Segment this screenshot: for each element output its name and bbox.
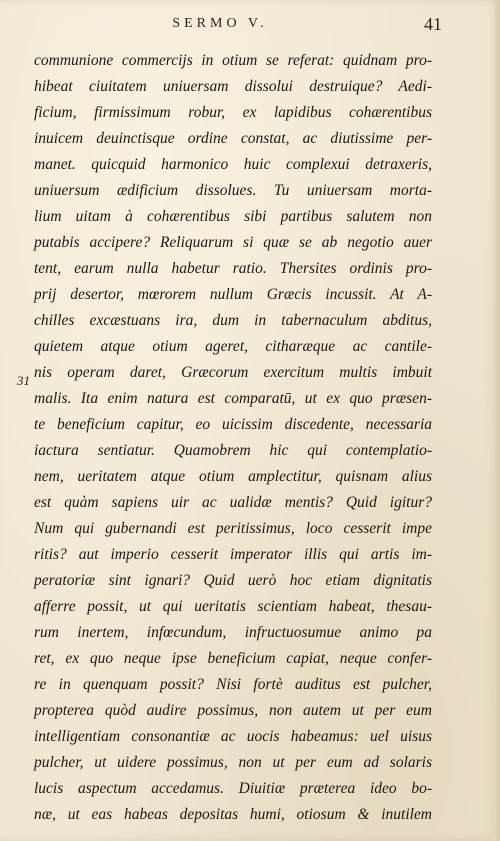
page-edge bbox=[494, 0, 500, 841]
running-head: SERMO V. bbox=[172, 16, 268, 31]
text-line: rum inertem, infœcundum, infructuosumue animo pa bbox=[34, 624, 432, 641]
text-line: iactura sentiatur. Quamobrem hic qui contemplatio- bbox=[34, 442, 432, 459]
text-line: communione commercijs in otium se referat: quidnam pro- bbox=[34, 52, 432, 69]
text-line: afferre possit, ut qui ueritatis scientiam habeat, thesau- bbox=[34, 598, 432, 615]
page-number: 41 bbox=[424, 14, 442, 34]
text-line: malis. Ita enim natura est comparatū, ut ex quo præsen- bbox=[34, 390, 432, 407]
text-line: hibeat ciuitatem uniuersam dissolui destruique? Aedi- bbox=[34, 78, 432, 95]
text-line: tent, earum nulla habetur ratio. Thersites ordinis pro- bbox=[34, 260, 432, 277]
text-line: ret, ex quo neque ipse beneficium capiat, neque confer- bbox=[34, 650, 432, 667]
text-line: intelligentiam consonantiæ ac uocis habeamus: uel uisus bbox=[34, 728, 432, 745]
text-line: est quàm sapiens uir ac ualidæ mentis? Quid igitur? bbox=[34, 494, 432, 511]
text-line: manet. quicquid harmonico huic complexui detraxeris, bbox=[34, 156, 432, 173]
text-line: peratoriæ sint ignari? Quid uerò hoc etiam dignitatis bbox=[34, 572, 432, 589]
text-line: uniuersum ædificium dissolues. Tu uniuersam morta- bbox=[34, 182, 432, 199]
text-line: quietem atque otium ageret, citharæque ac cantile- bbox=[34, 338, 432, 355]
body-text bbox=[34, 48, 432, 828]
text-line: pulcher, ut uidere possimus, non ut per eum ad solaris bbox=[34, 754, 432, 771]
text-line: nis operam daret, Græcorum exercitum multis imbuit bbox=[34, 364, 432, 381]
text-line: lucis aspectum accedamus. Diuitiæ præterea ideo bo- bbox=[34, 780, 432, 797]
text-line: ritis? aut imperio cesserit imperator illis qui artis im- bbox=[34, 546, 432, 563]
text-line: nem, ueritatem atque otium amplectitur, quisnam alius bbox=[34, 468, 432, 485]
margin-note: 31 bbox=[17, 373, 30, 388]
text-line: næ, ut eas habeas depositas humi, otiosum & inutilem bbox=[34, 806, 432, 823]
text-line: ficium, firmissimum robur, ex lapidibus cohærentibus bbox=[34, 104, 432, 121]
text-line: propterea quòd audire possimus, non autem ut per eum bbox=[34, 702, 432, 719]
text-line: lium uitam à cohærentibus sibi partibus salutem non bbox=[34, 208, 432, 225]
text-line: inuicem deuinctisque ordine constat, ac diutissime per- bbox=[34, 130, 432, 147]
text-line: prij desertor, mœrorem nullum Græcis incussit. At A- bbox=[34, 286, 432, 303]
text-line: chilles excæstuans ira, dum in tabernaculum abditus, bbox=[34, 312, 432, 329]
text-line: te beneficium capitur, eo uicissim discedente, necessaria bbox=[34, 416, 432, 433]
text-line: Num qui gubernandi est peritissimus, loco cesserit impe bbox=[34, 520, 432, 537]
text-line: re in quenquam possit? Nisi fortè auditus est pulcher, bbox=[34, 676, 432, 693]
text-line: putabis accipere? Reliquarum si quæ se ab negotio auer bbox=[34, 234, 432, 251]
